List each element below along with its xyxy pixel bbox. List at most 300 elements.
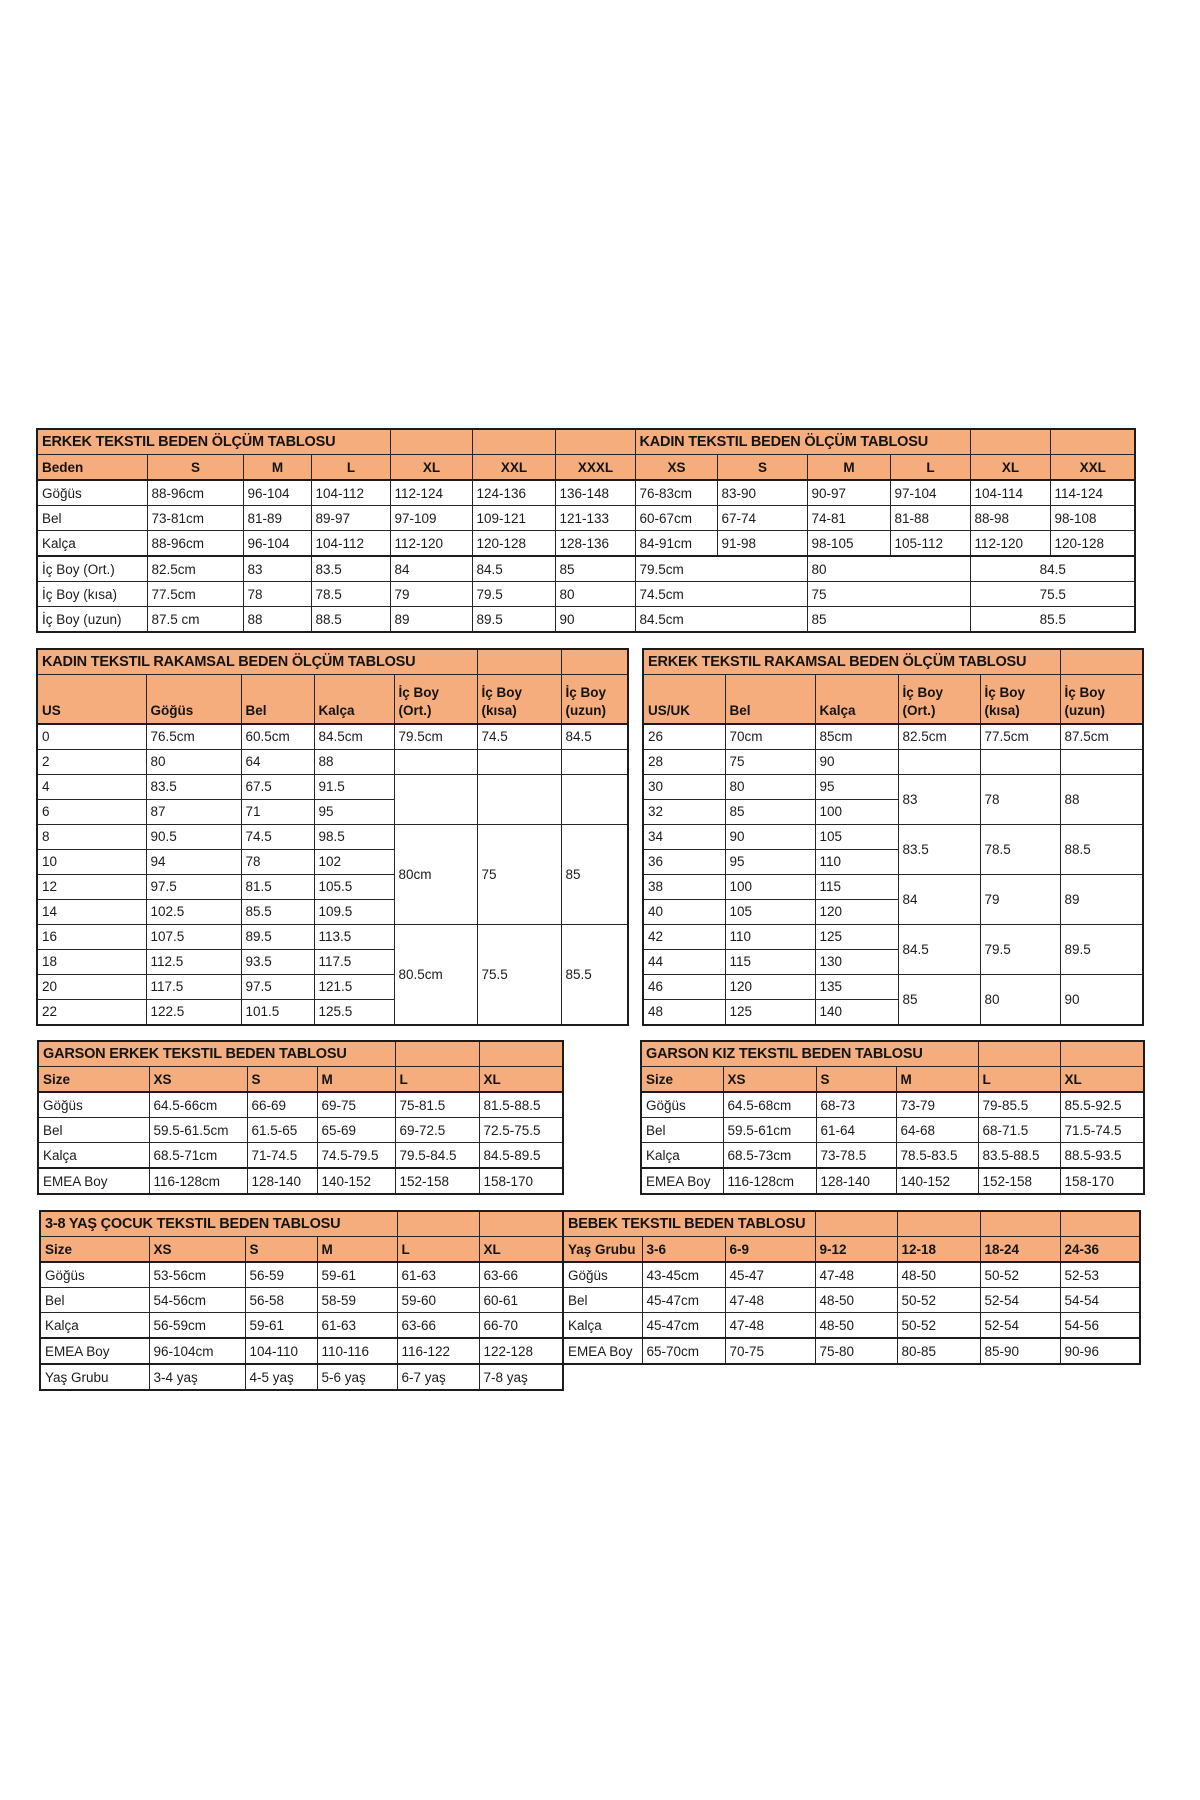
data-cell: 79: [390, 582, 472, 607]
row-label: Bel: [38, 1118, 149, 1143]
data-cell: 63-66: [479, 1262, 563, 1288]
data-cell: 84.5: [472, 556, 555, 582]
column-header: 18-24: [980, 1237, 1060, 1263]
data-cell: 85.5-92.5: [1060, 1092, 1144, 1118]
row-label: Bel: [40, 1288, 149, 1313]
data-cell: 88.5: [311, 607, 390, 633]
data-cell: 89: [390, 607, 472, 633]
data-cell: 158-170: [479, 1168, 563, 1194]
column-header: Bel: [725, 675, 815, 724]
data-cell: 85.5: [561, 924, 628, 1025]
data-cell: [898, 749, 980, 774]
data-cell: 59-61: [245, 1313, 317, 1339]
data-cell: [477, 774, 561, 824]
row-label: Kalça: [40, 1313, 149, 1339]
data-cell: 91-98: [717, 531, 807, 557]
data-cell: 121-133: [555, 506, 635, 531]
data-cell: 66-70: [479, 1313, 563, 1339]
data-cell: 77.5cm: [980, 724, 1060, 750]
row-label: 20: [37, 974, 146, 999]
row-label: 34: [643, 824, 725, 849]
column-header: İç Boy (kısa): [477, 675, 561, 724]
table-title: KADIN TEKSTIL BEDEN ÖLÇÜM TABLOSU: [635, 429, 970, 455]
data-cell: 120-128: [1050, 531, 1135, 557]
column-header: XL: [970, 455, 1050, 481]
data-cell: 85: [725, 799, 815, 824]
data-cell: 88: [243, 607, 311, 633]
data-cell: 85: [898, 974, 980, 1025]
data-cell: 88-96cm: [147, 480, 243, 506]
column-header: 9-12: [815, 1237, 897, 1263]
data-cell: 120: [815, 899, 898, 924]
data-cell: 74.5: [477, 724, 561, 750]
row-label: Kalça: [37, 531, 147, 557]
data-cell: 71.5-74.5: [1060, 1118, 1144, 1143]
data-cell: 84: [898, 874, 980, 924]
table-title: GARSON ERKEK TEKSTIL BEDEN TABLOSU: [38, 1041, 395, 1067]
data-cell: 75: [477, 824, 561, 924]
data-cell: 58-59: [317, 1288, 397, 1313]
data-cell: 120: [725, 974, 815, 999]
row-label: Kalça: [563, 1313, 642, 1339]
data-cell: [561, 749, 628, 774]
data-cell: 50-52: [980, 1262, 1060, 1288]
row-label: 40: [643, 899, 725, 924]
data-cell: 83: [243, 556, 311, 582]
data-cell: 90: [815, 749, 898, 774]
row-label: Kalça: [38, 1143, 149, 1169]
data-cell: 71-74.5: [247, 1143, 317, 1169]
data-cell: 85: [555, 556, 635, 582]
data-cell: 84-91cm: [635, 531, 717, 557]
data-cell: 84.5cm: [314, 724, 394, 750]
column-header: S: [717, 455, 807, 481]
data-cell: 81.5: [241, 874, 314, 899]
data-cell: 128-140: [247, 1168, 317, 1194]
column-header: M: [896, 1067, 978, 1093]
data-cell: 68.5-73cm: [723, 1143, 816, 1169]
row-label: Kalça: [641, 1143, 723, 1169]
data-cell: 83: [898, 774, 980, 824]
column-header: Kalça: [815, 675, 898, 724]
data-cell: 89.5: [472, 607, 555, 633]
data-cell: 124-136: [472, 480, 555, 506]
data-cell: 117.5: [314, 949, 394, 974]
column-header: S: [245, 1237, 317, 1263]
data-cell: 52-53: [1060, 1262, 1140, 1288]
data-cell: 89.5: [1060, 924, 1143, 974]
data-cell: 68-73: [816, 1092, 896, 1118]
data-cell: 125: [725, 999, 815, 1025]
data-cell: 140-152: [317, 1168, 395, 1194]
data-cell: 152-158: [978, 1168, 1060, 1194]
data-cell: 65-70cm: [642, 1338, 725, 1364]
row-label: Bel: [37, 506, 147, 531]
data-cell: 96-104: [243, 480, 311, 506]
data-cell: 67-74: [717, 506, 807, 531]
data-cell: 110: [725, 924, 815, 949]
header-filler-cell: [477, 649, 561, 675]
table-title: BEBEK TEKSTIL BEDEN TABLOSU: [563, 1211, 815, 1237]
data-cell: 90-97: [807, 480, 890, 506]
data-cell: 82.5cm: [898, 724, 980, 750]
data-cell: 53-56cm: [149, 1262, 245, 1288]
data-cell: 80: [807, 556, 970, 582]
data-cell: 105-112: [890, 531, 970, 557]
data-cell: 48-50: [815, 1288, 897, 1313]
data-cell: 78: [243, 582, 311, 607]
data-cell: 83.5-88.5: [978, 1143, 1060, 1169]
data-cell: 60-67cm: [635, 506, 717, 531]
data-cell: 112.5: [146, 949, 241, 974]
data-cell: 80.5cm: [394, 924, 477, 1025]
size-table-erkek-rakamsal: [642, 648, 1144, 1026]
data-cell: 68-71.5: [978, 1118, 1060, 1143]
data-cell: 70cm: [725, 724, 815, 750]
row-label: Bel: [563, 1288, 642, 1313]
column-header: XS: [635, 455, 717, 481]
data-cell: 98-108: [1050, 506, 1135, 531]
data-cell: 52-54: [980, 1288, 1060, 1313]
data-cell: 97-104: [890, 480, 970, 506]
column-header: 24-36: [1060, 1237, 1140, 1263]
row-label: Bel: [641, 1118, 723, 1143]
data-cell: 85.5: [241, 899, 314, 924]
header-filler-cell: [397, 1211, 479, 1237]
row-label: Göğüs: [641, 1092, 723, 1118]
table-title: ERKEK TEKSTIL RAKAMSAL BEDEN ÖLÇÜM TABLOSU: [643, 649, 1060, 675]
data-cell: 88-98: [970, 506, 1050, 531]
row-label: Göğüs: [40, 1262, 149, 1288]
data-cell: 85-90: [980, 1338, 1060, 1364]
column-header: XS: [149, 1067, 247, 1093]
data-cell: 79-85.5: [978, 1092, 1060, 1118]
column-header: XL: [1060, 1067, 1144, 1093]
data-cell: 89: [1060, 874, 1143, 924]
data-cell: 66-69: [247, 1092, 317, 1118]
column-header: US/UK: [643, 675, 725, 724]
data-cell: 47-48: [815, 1262, 897, 1288]
column-header: Yaş Grubu: [563, 1237, 642, 1263]
data-cell: 79.5cm: [394, 724, 477, 750]
data-cell: 85.5: [970, 607, 1135, 633]
size-table-kadin-rakamsal: [36, 648, 629, 1026]
column-header: L: [890, 455, 970, 481]
data-cell: 80: [725, 774, 815, 799]
data-cell: 97-109: [390, 506, 472, 531]
row-label: 48: [643, 999, 725, 1025]
size-table-erkek-kadin-beden-olcum: [36, 428, 1136, 633]
data-cell: 84.5-89.5: [479, 1143, 563, 1169]
data-cell: 158-170: [1060, 1168, 1144, 1194]
data-cell: [980, 749, 1060, 774]
data-cell: 115: [815, 874, 898, 899]
data-cell: 95: [314, 799, 394, 824]
data-cell: 94: [146, 849, 241, 874]
data-cell: 122.5: [146, 999, 241, 1025]
data-cell: 56-58: [245, 1288, 317, 1313]
column-header: S: [247, 1067, 317, 1093]
row-label: 12: [37, 874, 146, 899]
data-cell: 109-121: [472, 506, 555, 531]
data-cell: 64.5-66cm: [149, 1092, 247, 1118]
data-cell: 81-89: [243, 506, 311, 531]
data-cell: 88.5-93.5: [1060, 1143, 1144, 1169]
data-cell: 45-47: [725, 1262, 815, 1288]
column-header: XXL: [472, 455, 555, 481]
column-header: US: [37, 675, 146, 724]
data-cell: 65-69: [317, 1118, 395, 1143]
header-filler-cell: [978, 1041, 1060, 1067]
data-cell: 48-50: [897, 1262, 980, 1288]
data-cell: 116-122: [397, 1338, 479, 1364]
data-cell: 97.5: [241, 974, 314, 999]
data-cell: 79.5cm: [635, 556, 807, 582]
data-cell: 69-72.5: [395, 1118, 479, 1143]
data-cell: 114-124: [1050, 480, 1135, 506]
data-cell: 95: [815, 774, 898, 799]
data-cell: [1060, 749, 1143, 774]
data-cell: [394, 774, 477, 824]
column-header: XS: [149, 1237, 245, 1263]
data-cell: 81.5-88.5: [479, 1092, 563, 1118]
column-header: Size: [38, 1067, 149, 1093]
data-cell: 116-128cm: [723, 1168, 816, 1194]
header-filler-cell: [555, 429, 635, 455]
data-cell: 101.5: [241, 999, 314, 1025]
column-header: Beden: [37, 455, 147, 481]
row-label: 0: [37, 724, 146, 750]
row-label: İç Boy (Ort.): [37, 556, 147, 582]
size-table-bebek: [562, 1210, 1141, 1365]
data-cell: 81-88: [890, 506, 970, 531]
data-cell: 88: [1060, 774, 1143, 824]
data-cell: 105: [725, 899, 815, 924]
table-title: ERKEK TEKSTIL BEDEN ÖLÇÜM TABLOSU: [37, 429, 390, 455]
data-cell: 128-136: [555, 531, 635, 557]
data-cell: 61.5-65: [247, 1118, 317, 1143]
data-cell: 85: [561, 824, 628, 924]
data-cell: 79.5-84.5: [395, 1143, 479, 1169]
data-cell: 90: [555, 607, 635, 633]
column-header: XL: [390, 455, 472, 481]
header-filler-cell: [479, 1211, 563, 1237]
data-cell: 89-97: [311, 506, 390, 531]
data-cell: 80cm: [394, 824, 477, 924]
data-cell: 102.5: [146, 899, 241, 924]
data-cell: 47-48: [725, 1313, 815, 1339]
data-cell: 112-124: [390, 480, 472, 506]
data-cell: 78.5-83.5: [896, 1143, 978, 1169]
data-cell: 69-75: [317, 1092, 395, 1118]
data-cell: 43-45cm: [642, 1262, 725, 1288]
data-cell: 77.5cm: [147, 582, 243, 607]
column-header: M: [317, 1067, 395, 1093]
data-cell: 64: [241, 749, 314, 774]
data-cell: 88: [314, 749, 394, 774]
data-cell: 89.5: [241, 924, 314, 949]
data-cell: 75-81.5: [395, 1092, 479, 1118]
data-cell: 74.5-79.5: [317, 1143, 395, 1169]
data-cell: 78.5: [980, 824, 1060, 874]
data-cell: 112-120: [970, 531, 1050, 557]
row-label: 44: [643, 949, 725, 974]
data-cell: 79.5: [472, 582, 555, 607]
data-cell: 45-47cm: [642, 1288, 725, 1313]
data-cell: 78: [241, 849, 314, 874]
data-cell: 140-152: [896, 1168, 978, 1194]
row-label: 30: [643, 774, 725, 799]
data-cell: 80: [146, 749, 241, 774]
data-cell: 95: [725, 849, 815, 874]
data-cell: 59.5-61.5cm: [149, 1118, 247, 1143]
data-cell: 90: [1060, 974, 1143, 1025]
data-cell: 80-85: [897, 1338, 980, 1364]
data-cell: 96-104cm: [149, 1338, 245, 1364]
data-cell: 152-158: [395, 1168, 479, 1194]
data-cell: 54-56cm: [149, 1288, 245, 1313]
data-cell: 84.5: [561, 724, 628, 750]
data-cell: 61-63: [317, 1313, 397, 1339]
data-cell: 125: [815, 924, 898, 949]
data-cell: 105: [815, 824, 898, 849]
data-cell: 47-48: [725, 1288, 815, 1313]
data-cell: 136-148: [555, 480, 635, 506]
data-cell: 109.5: [314, 899, 394, 924]
column-header: L: [311, 455, 390, 481]
data-cell: 91.5: [314, 774, 394, 799]
column-header: İç Boy (uzun): [561, 675, 628, 724]
data-cell: 60-61: [479, 1288, 563, 1313]
data-cell: 56-59cm: [149, 1313, 245, 1339]
data-cell: 64.5-68cm: [723, 1092, 816, 1118]
column-header: L: [395, 1067, 479, 1093]
header-filler-cell: [395, 1041, 479, 1067]
table-title: 3-8 YAŞ ÇOCUK TEKSTIL BEDEN TABLOSU: [40, 1211, 397, 1237]
data-cell: 79.5: [980, 924, 1060, 974]
row-label: İç Boy (uzun): [37, 607, 147, 633]
table-title: GARSON KIZ TEKSTIL BEDEN TABLOSU: [641, 1041, 978, 1067]
row-label: 28: [643, 749, 725, 774]
row-label: 6: [37, 799, 146, 824]
size-table-garson-kiz: [640, 1040, 1145, 1195]
column-header: L: [397, 1237, 479, 1263]
column-header: Bel: [241, 675, 314, 724]
data-cell: 80: [555, 582, 635, 607]
header-filler-cell: [970, 429, 1050, 455]
data-cell: 116-128cm: [149, 1168, 247, 1194]
column-header: S: [816, 1067, 896, 1093]
column-header: Size: [641, 1067, 723, 1093]
data-cell: 87.5cm: [1060, 724, 1143, 750]
data-cell: 52-54: [980, 1313, 1060, 1339]
column-header: Size: [40, 1237, 149, 1263]
row-label: 16: [37, 924, 146, 949]
data-cell: 84.5cm: [635, 607, 807, 633]
data-cell: 54-54: [1060, 1288, 1140, 1313]
data-cell: 85: [807, 607, 970, 633]
header-filler-cell: [1060, 1041, 1144, 1067]
data-cell: 130: [815, 949, 898, 974]
column-header: XL: [479, 1067, 563, 1093]
data-cell: [394, 749, 477, 774]
data-cell: 74-81: [807, 506, 890, 531]
data-cell: 110-116: [317, 1338, 397, 1364]
column-header: M: [807, 455, 890, 481]
data-cell: 61-64: [816, 1118, 896, 1143]
column-header: M: [243, 455, 311, 481]
data-cell: 84.5: [970, 556, 1135, 582]
size-table-cocuk-3-8-yas: [39, 1210, 564, 1391]
size-table-garson-erkek: [37, 1040, 564, 1195]
row-label: 18: [37, 949, 146, 974]
header-filler-cell: [980, 1211, 1060, 1237]
data-cell: [561, 774, 628, 824]
data-cell: 110: [815, 849, 898, 874]
data-cell: 83.5: [311, 556, 390, 582]
data-cell: 73-78.5: [816, 1143, 896, 1169]
data-cell: 4-5 yaş: [245, 1364, 317, 1390]
column-header: XL: [479, 1237, 563, 1263]
data-cell: 120-128: [472, 531, 555, 557]
column-header: S: [147, 455, 243, 481]
data-cell: 60.5cm: [241, 724, 314, 750]
data-cell: 117.5: [146, 974, 241, 999]
data-cell: 102: [314, 849, 394, 874]
column-header: Kalça: [314, 675, 394, 724]
row-label: EMEA Boy: [563, 1338, 642, 1364]
data-cell: 105.5: [314, 874, 394, 899]
header-filler-cell: [1050, 429, 1135, 455]
data-cell: 64-68: [896, 1118, 978, 1143]
data-cell: 71: [241, 799, 314, 824]
data-cell: 75-80: [815, 1338, 897, 1364]
data-cell: 7-8 yaş: [479, 1364, 563, 1390]
data-cell: 76.5cm: [146, 724, 241, 750]
table-title: KADIN TEKSTIL RAKAMSAL BEDEN ÖLÇÜM TABLOSU: [37, 649, 477, 675]
data-cell: 74.5: [241, 824, 314, 849]
data-cell: 100: [815, 799, 898, 824]
column-header: L: [978, 1067, 1060, 1093]
data-cell: 87: [146, 799, 241, 824]
data-cell: 63-66: [397, 1313, 479, 1339]
data-cell: 75: [807, 582, 970, 607]
data-cell: 75.5: [970, 582, 1135, 607]
data-cell: 73-81cm: [147, 506, 243, 531]
data-cell: 104-110: [245, 1338, 317, 1364]
data-cell: 79: [980, 874, 1060, 924]
data-cell: 83-90: [717, 480, 807, 506]
data-cell: 85cm: [815, 724, 898, 750]
row-label: 46: [643, 974, 725, 999]
data-cell: 128-140: [816, 1168, 896, 1194]
header-filler-cell: [472, 429, 555, 455]
data-cell: 83.5: [146, 774, 241, 799]
column-header: 6-9: [725, 1237, 815, 1263]
header-filler-cell: [1060, 1211, 1140, 1237]
row-label: 26: [643, 724, 725, 750]
data-cell: 121.5: [314, 974, 394, 999]
data-cell: 93.5: [241, 949, 314, 974]
header-filler-cell: [1060, 649, 1143, 675]
column-header: Göğüs: [146, 675, 241, 724]
data-cell: 78.5: [311, 582, 390, 607]
data-cell: 61-63: [397, 1262, 479, 1288]
data-cell: 59-61: [317, 1262, 397, 1288]
data-cell: 6-7 yaş: [397, 1364, 479, 1390]
row-label: İç Boy (kısa): [37, 582, 147, 607]
data-cell: 90: [725, 824, 815, 849]
